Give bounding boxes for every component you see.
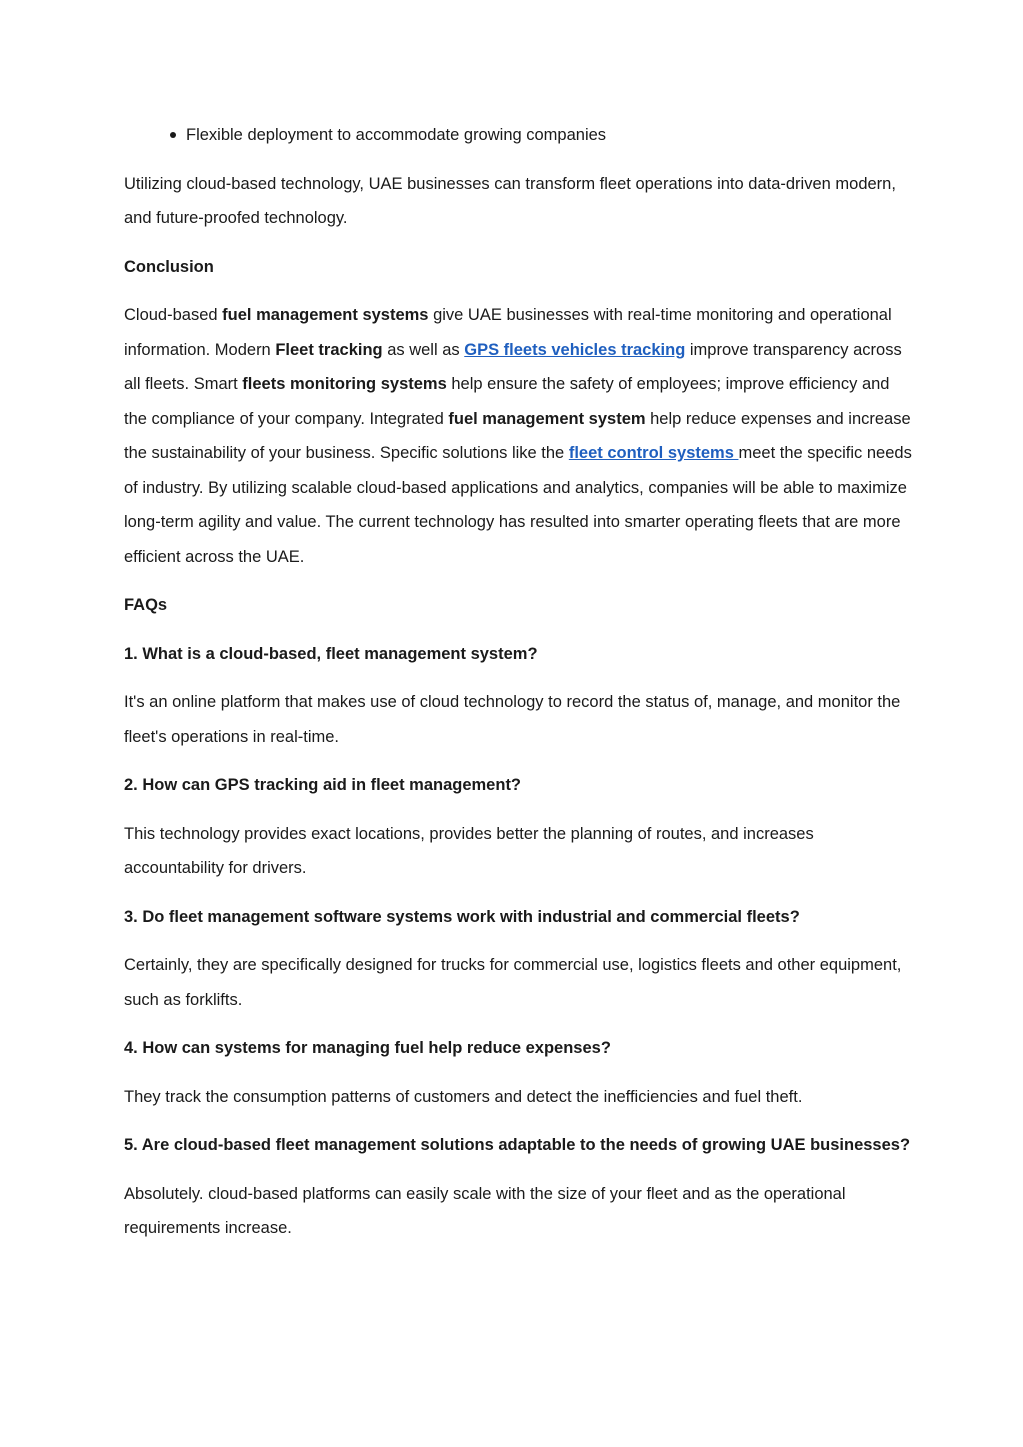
gps-tracking-link[interactable]: GPS fleets vehicles tracking bbox=[464, 340, 686, 359]
faqs-heading: FAQs bbox=[124, 596, 168, 614]
text-run: Cloud-based bbox=[124, 306, 223, 324]
bold-term: fleets monitoring systems bbox=[242, 375, 447, 393]
intro-paragraph: Utilizing cloud-based technology, UAE businesses can transform fleet operations into data-driven modern, and future-proofed technology. bbox=[124, 174, 896, 227]
faq-question: 3. Do fleet management software systems work with industrial and commercial fleets? bbox=[124, 907, 800, 926]
faq-question: 5. Are cloud-based fleet management solutions adaptable to the needs of growing UAE businesses? bbox=[124, 1136, 911, 1154]
faq-answer: It's an online platform that makes use of cloud technology to record the status of, manage, and monitor the fleet's operations in real-time. bbox=[124, 693, 901, 746]
list-item bbox=[124, 118, 914, 153]
faq-question: 1. What is a cloud-based, fleet management system? bbox=[124, 644, 538, 663]
text-run: improve transparency across all fleets. Smart bbox=[124, 340, 902, 393]
text-run: give UAE businesses with real-time monitoring and operational information. Modern bbox=[124, 306, 892, 359]
faq-answer: They track the consumption patterns of customers and detect the inefficiencies and fuel theft. bbox=[124, 1087, 803, 1106]
bullet-icon bbox=[170, 132, 176, 138]
bold-term: fuel management systems bbox=[222, 306, 429, 324]
list-item-text: Flexible deployment to accommodate growing companies bbox=[186, 126, 607, 144]
faq-answer: Absolutely. cloud-based platforms can easily scale with the size of your fleet and as the operational requirements increase. bbox=[124, 1184, 846, 1237]
fleet-control-link[interactable]: fleet control systems bbox=[568, 444, 739, 462]
faq-question: 2. How can GPS tracking aid in fleet management? bbox=[124, 776, 522, 794]
bold-term: fuel management system bbox=[448, 409, 646, 428]
conclusion-paragraph bbox=[124, 298, 914, 574]
bold-term: Fleet tracking bbox=[275, 340, 383, 359]
document-body bbox=[124, 118, 914, 1260]
faq-answer: This technology provides exact locations, provides better the planning of routes, and increases accountability for drivers. bbox=[124, 824, 814, 877]
faq-answer: Certainly, they are specifically designed for trucks for commercial use, logistics fleets and other equipment, such as forklifts. bbox=[124, 956, 902, 1009]
text-run: as well as bbox=[382, 340, 465, 359]
conclusion-heading: Conclusion bbox=[124, 257, 214, 276]
text-run: help reduce expenses and increase the sustainability of your business. Specific solutions like the bbox=[124, 409, 911, 462]
text-run: meet the specific needs of industry. By utilizing scalable cloud-based applications and analytics, companies will be able to maximize long-term agility and value. The current technology has resulted into smarter operating fleets that are more efficient across the UAE. bbox=[124, 444, 912, 566]
text-run: help ensure the safety of employees; improve efficiency and the compliance of your company. Integrated bbox=[124, 375, 890, 428]
faq-question: 4. How can systems for managing fuel help reduce expenses? bbox=[124, 1039, 611, 1057]
